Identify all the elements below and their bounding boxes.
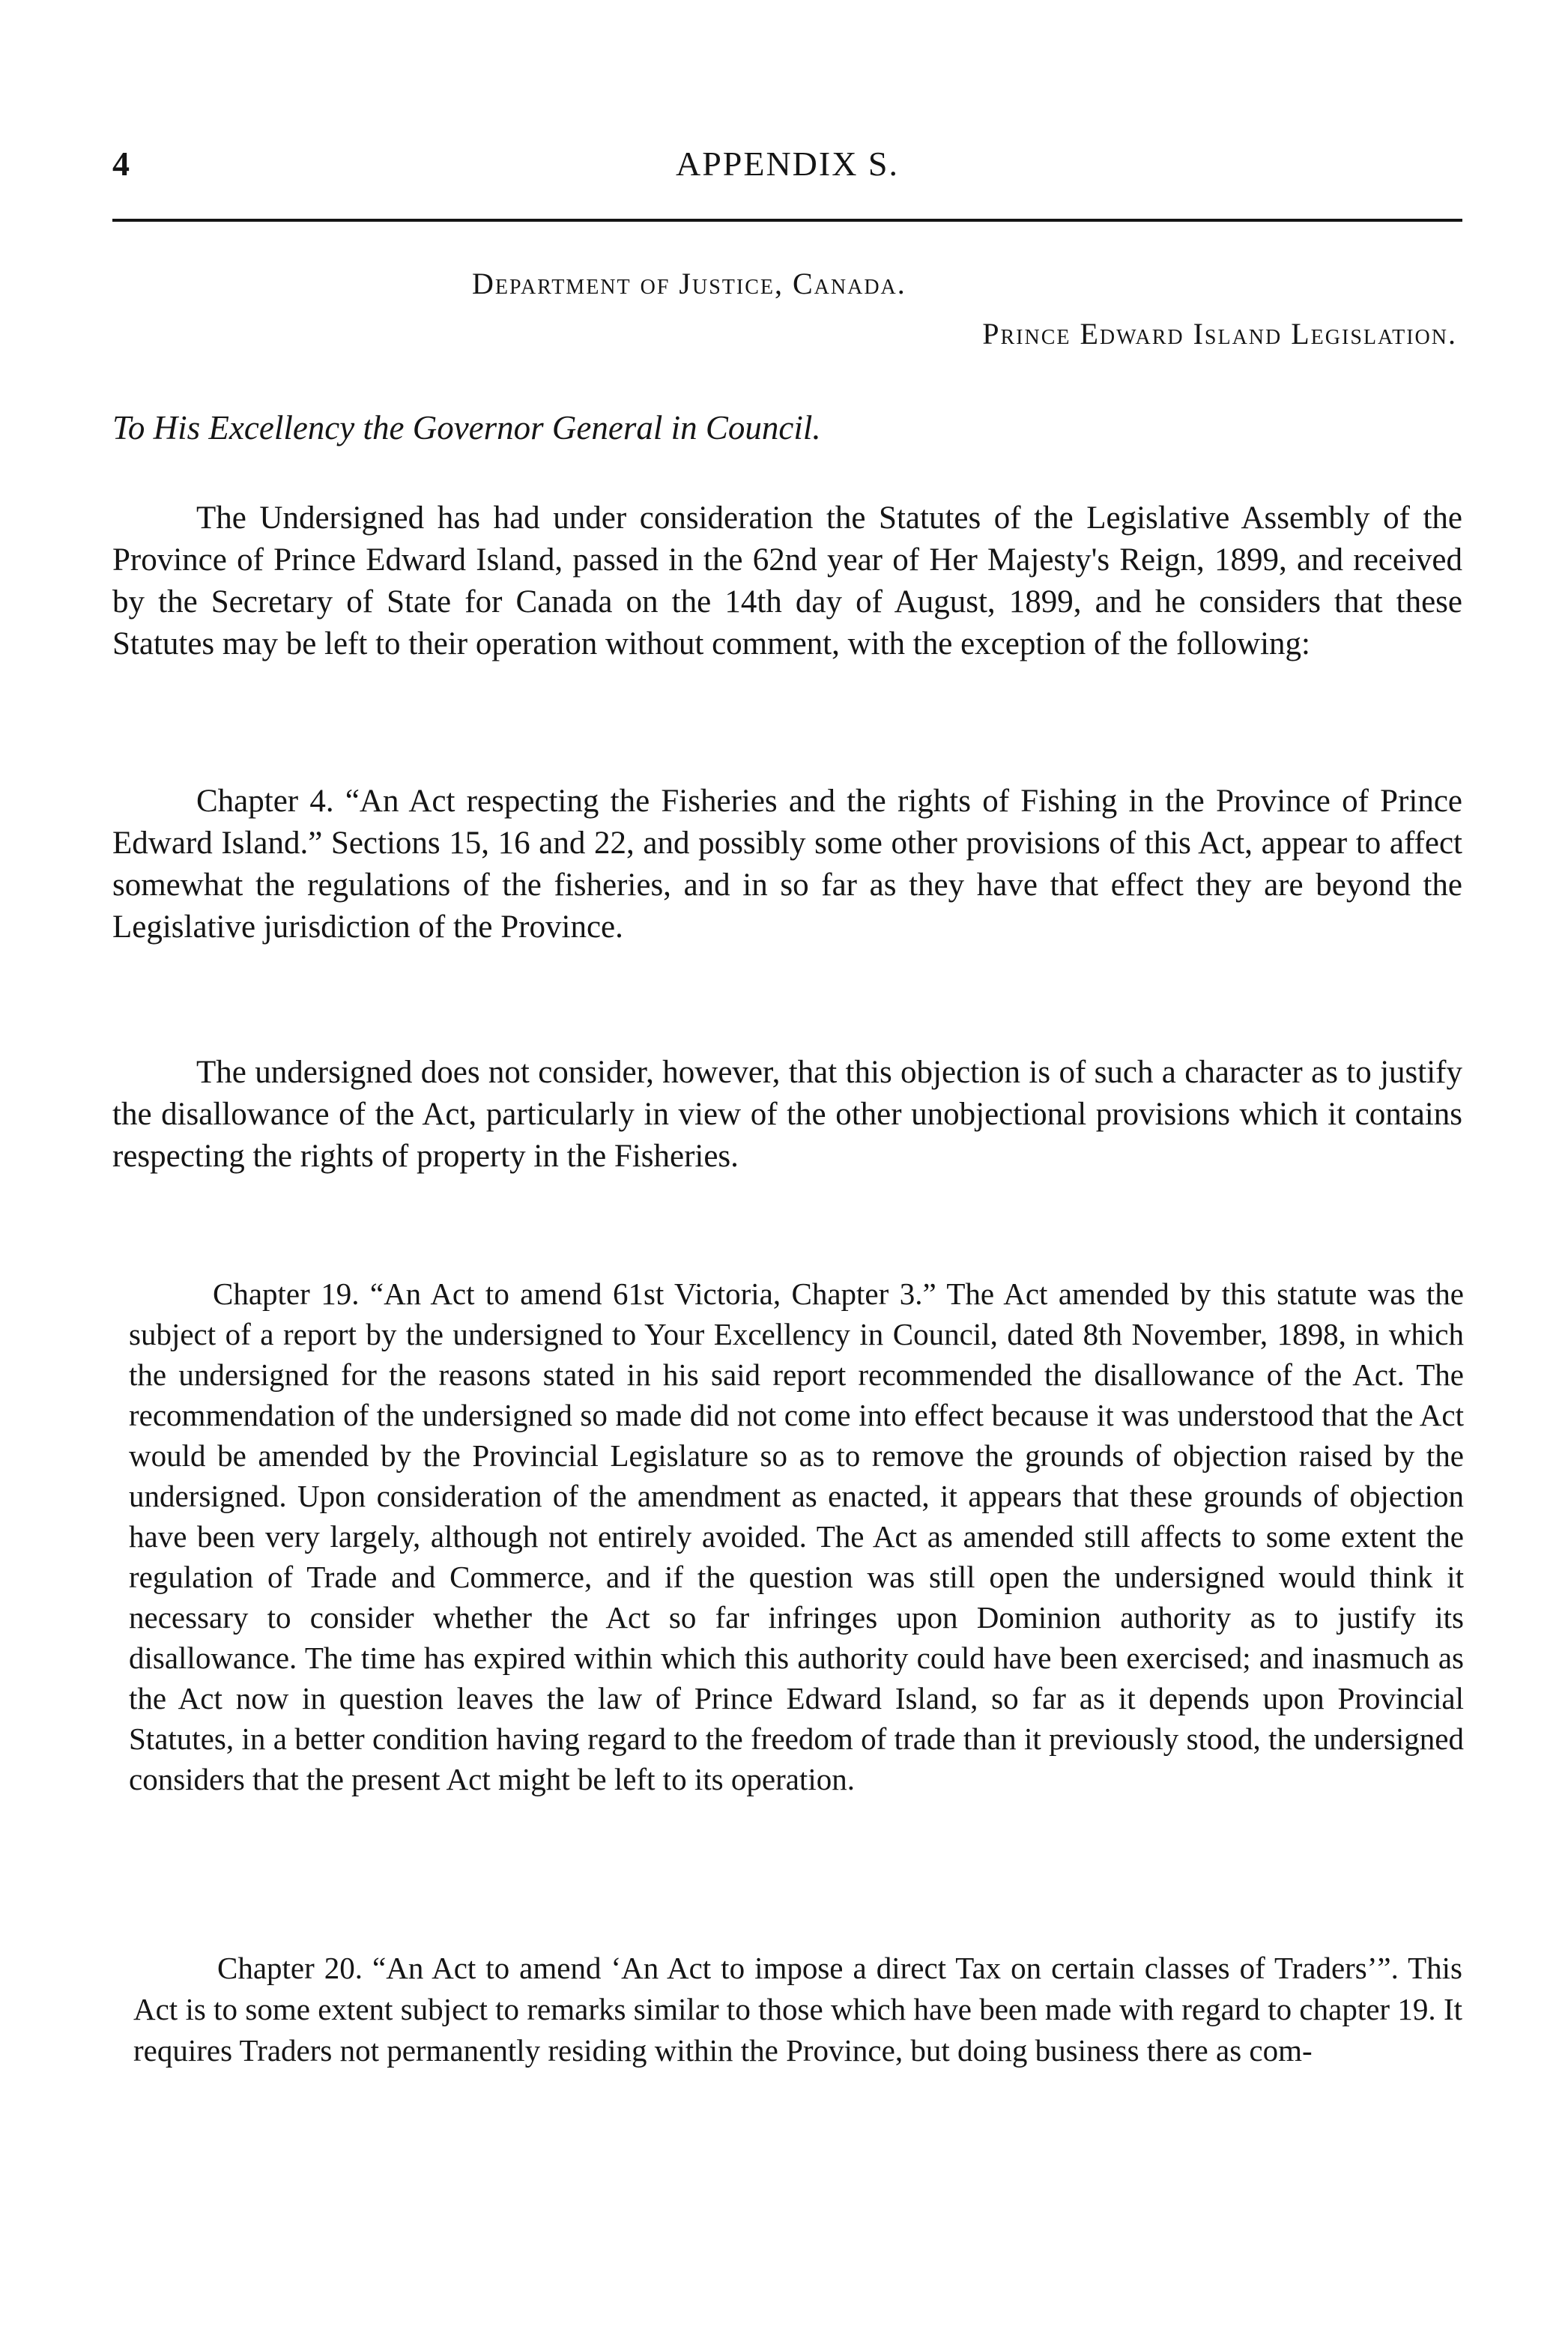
running-head: APPENDIX S. [675,145,900,183]
paragraph-chapter-20: Chapter 20. “An Act to amend ‘An Act to impose a direct Tax on certain classes of Traders’”. This Act is to some extent subject to remarks similar to those which have been made with regard to chapter 19. It requires Traders not permanently residing within the Province, but doing business there as com- [133,1951,1462,2068]
paragraph-chapter-4: Chapter 4. “An Act respecting the Fisheries and the rights of Fishing in the Province of Prince Edward Island.” Sections 15, 16 and 22, and possibly some other provisions of this Act, appear to affect somewhat the regulations of the fisheries, and in so far as they have that effect they are beyond the Legislative jurisdiction of the Province. [112,784,1462,945]
paragraph-intro: The Undersigned has had under consideration the Statutes of the Legislative Assembly of the Province of Prince Edward Island, passed in the 62nd year of Her Majesty's Reign, 1899, and received by the Secretary of State for Canada on the 14th day of August, 1899, and he considers that these Statutes may be left to their operation without comment, with the exception of the following: [112,500,1462,661]
department-line: Department of Justice, Canada. [472,267,906,300]
page-number: 4 [112,145,130,183]
legislation-line: Prince Edward Island Legislation. [982,317,1457,351]
salutation: To His Excellency the Governor General in Council. [112,409,821,446]
paragraph-chapter-19: Chapter 19. “An Act to amend 61st Victoria, Chapter 3.” The Act amended by this statute was the subject of a report by the undersigned to Your Excellency in Council, dated 8th November, 1898, in which the undersigned for the reasons stated in his said report recommended the disallowance of the Act. The recommendation of the undersigned so made did not come into effect because it was understood that the Act would be amended by the Provincial Legislature so as to remove the grounds of objection raised by the undersigned. Upon consideration of the amendment as enacted, it appears that these grounds of objection have been very largely, although not entirely avoided. The Act as amended still affects to some extent the regulation of Trade and Commerce, and if the question was still open the undersigned would think it necessary to consider whether the Act so far infringes upon Dominion authority as to justify its disallowance. The time has expired within which this authority could have been exercised; and inasmuch as the Act now in question leaves the law of Prince Edward Island, so far as it depends upon Provincial Statutes, in a better condition having regard to the freedom of trade than it previously stood, the undersigned considers that the present Act might be left to its operation. [129,1276,1464,1796]
page-header [112,144,1462,196]
header-rule [112,219,1462,222]
paragraph-objection: The undersigned does not consider, however, that this objection is of such a character as to justify the disallowance of the Act, particularly in view of the other unobjectional provisions which it contains respecting the rights of property in the Fisheries. [112,1055,1462,1174]
